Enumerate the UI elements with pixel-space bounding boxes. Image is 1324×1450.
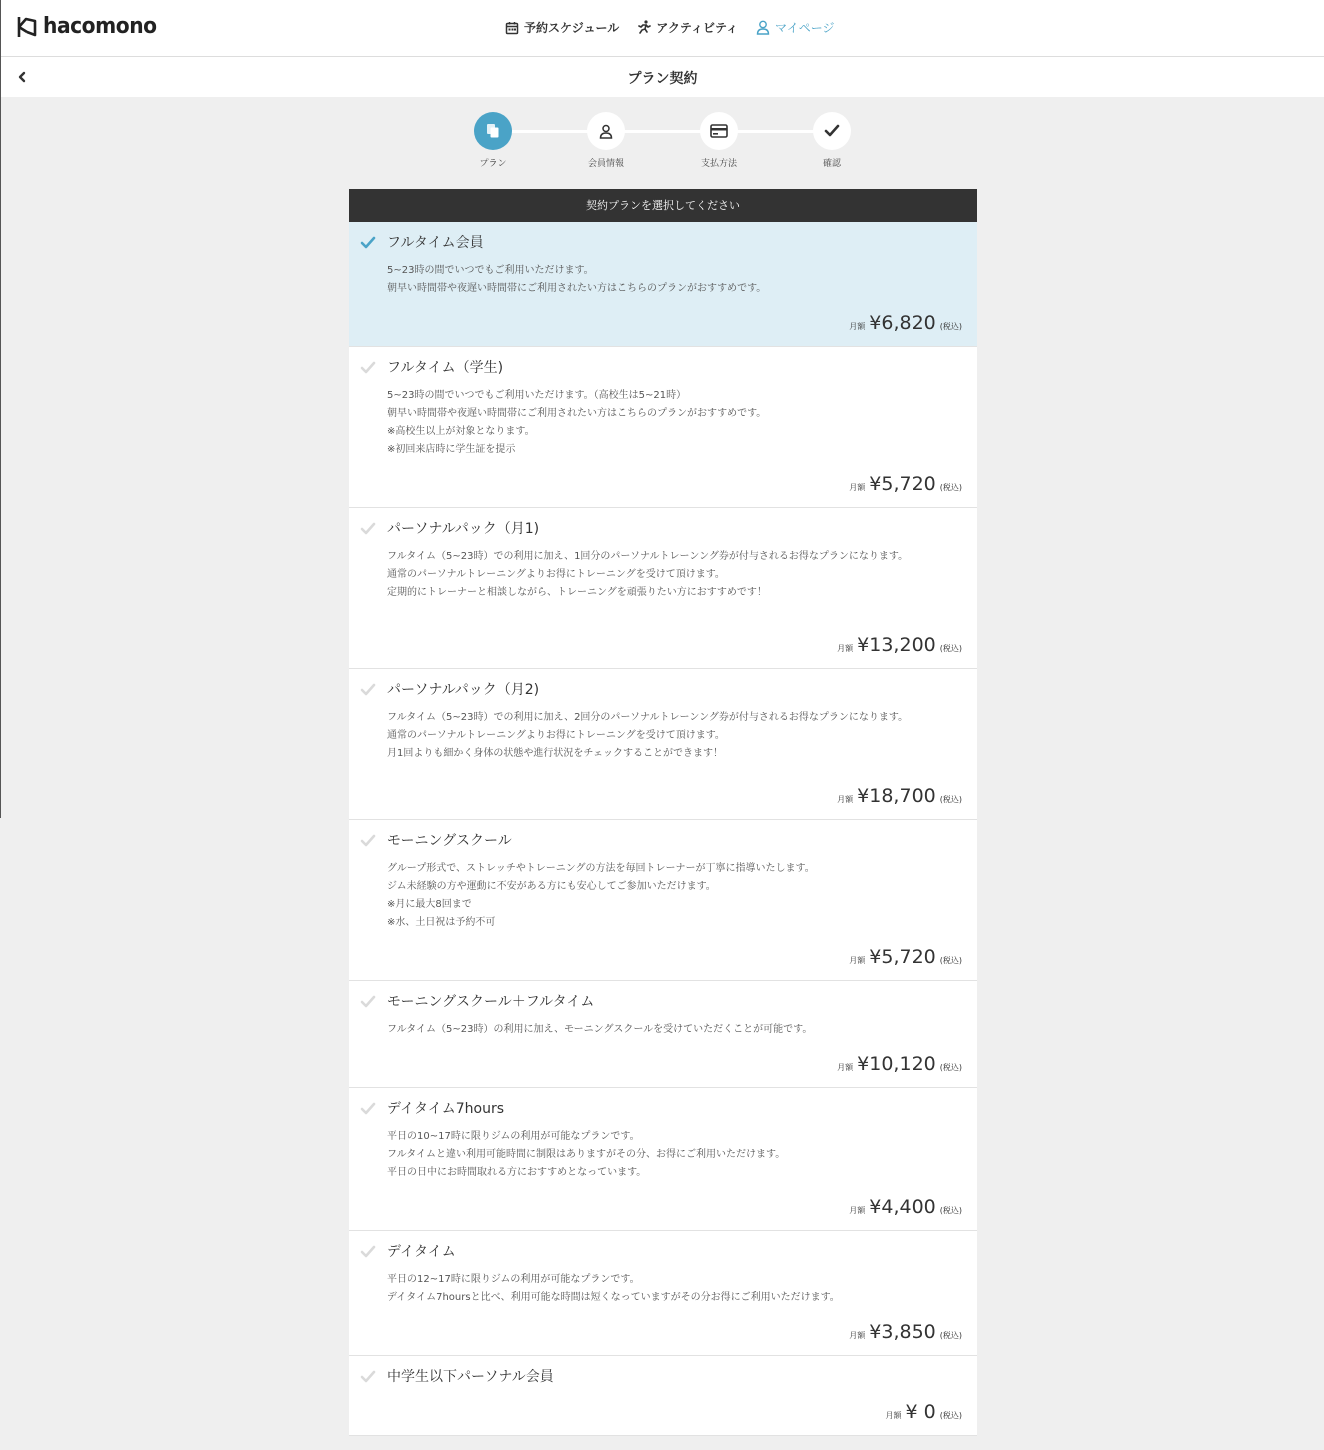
user-icon [599, 124, 613, 139]
check-icon [360, 682, 376, 696]
check-icon [360, 235, 376, 249]
nav-label: マイページ [775, 21, 835, 35]
main-nav [505, 19, 835, 36]
logo[interactable] [16, 14, 166, 39]
price-amount: ¥3,850 [869, 1321, 936, 1343]
plan-option[interactable] [349, 222, 977, 347]
plan-price [886, 1401, 962, 1423]
plan-description-line: ※初回来店時に学生証を提示 [387, 444, 516, 455]
price-tax-label: (税込) [939, 322, 962, 331]
step-circle [813, 112, 851, 150]
plan-description [387, 262, 955, 298]
check-icon [360, 521, 376, 535]
plan-option[interactable] [349, 1231, 977, 1356]
price-amount: ¥10,120 [857, 1053, 936, 1075]
plan-description-line: 朝早い時間帯や夜遅い時間帯にご利用されたい方はこちらのプランがおすすめです。 [387, 408, 767, 419]
step-circle [474, 112, 512, 150]
plan-description [387, 709, 955, 763]
plan-description [387, 1271, 955, 1307]
price-amount: ¥ 0 [905, 1401, 936, 1423]
step-circle [587, 112, 625, 150]
plan-name: パーソナルパック（月1) [387, 521, 540, 537]
plan-description [387, 1021, 955, 1039]
price-amount: ¥13,200 [857, 634, 936, 656]
price-tax-label: (税込) [939, 956, 962, 965]
price-amount: ¥5,720 [869, 473, 936, 495]
credit-card-icon [710, 124, 728, 138]
plan-description [387, 387, 955, 459]
plan-name: デイタイム [387, 1244, 456, 1260]
plan-name: 中学生以下パーソナル会員 [387, 1369, 554, 1385]
price-period-label: 月額 [837, 1063, 854, 1072]
plan-description-line: 5~23時の間でいつでもご利用いただけます。 [387, 265, 594, 276]
price-period-label: 月額 [849, 483, 866, 492]
plan-name: パーソナルパック（月2) [387, 682, 540, 698]
nav-activity[interactable] [637, 19, 738, 36]
plan-price [849, 946, 962, 968]
check-icon [360, 833, 376, 847]
plan-description [387, 860, 955, 932]
check-icon [360, 994, 376, 1008]
top-header [1, 0, 1324, 57]
step-label: 確認 [822, 159, 841, 169]
step-label: 支払方法 [700, 159, 737, 169]
plan-description-line: 平日の10~17時に限りジムの利用が可能なプランです。 [387, 1131, 640, 1142]
window-edge [0, 0, 1, 818]
step-label: 会員情報 [587, 159, 624, 169]
nav-reservation-schedule[interactable] [505, 19, 619, 36]
plan-description-line: フルタイム（5~23時）での利用に加え、1回分のパーソナルトレーンング券が付与されるお得なプランになります。 [387, 551, 909, 562]
calendar-icon [505, 21, 519, 35]
plan-name: モーニングスクール [387, 833, 512, 849]
plan-description-line: 通常のパーソナルトレーニングよりお得にトレーニングを受けて頂けます。 [387, 569, 725, 580]
plan-description-line: 通常のパーソナルトレーニングよりお得にトレーニングを受けて頂けます。 [387, 730, 725, 741]
check-icon [360, 360, 376, 374]
nav-mypage[interactable] [756, 19, 835, 36]
plan-name: フルタイム会員 [387, 235, 484, 251]
price-amount: ¥5,720 [869, 946, 936, 968]
plan-list-header: 契約プランを選択してください [349, 189, 977, 222]
price-amount: ¥6,820 [869, 312, 936, 334]
plan-name: モーニングスクール＋フルタイム [387, 994, 595, 1010]
plan-description-line: フルタイム（5~23時）の利用に加え、モーニングスクールを受けていただくことが可能です。 [387, 1024, 813, 1035]
logo-text: hacomono [43, 14, 157, 39]
hacomono-logo-icon [16, 15, 38, 39]
step-payment [679, 112, 759, 169]
plan-description-line: 平日の日中にお時間取れる方におすすめとなっています。 [387, 1167, 647, 1178]
plan-description-line: 朝早い時間帯や夜遅い時間帯にご利用されたい方はこちらのプランがおすすめです。 [387, 283, 767, 294]
plan-price [837, 634, 962, 656]
step-confirm [792, 112, 872, 169]
step-plan [453, 112, 533, 169]
check-icon [360, 1244, 376, 1258]
price-amount: ¥4,400 [869, 1196, 936, 1218]
price-tax-label: (税込) [939, 644, 962, 653]
plan-price [849, 473, 962, 495]
price-period-label: 月額 [849, 956, 866, 965]
price-tax-label: (税込) [939, 1206, 962, 1215]
page-title: プラン契約 [627, 71, 698, 87]
price-period-label: 月額 [849, 1206, 866, 1215]
plan-name: フルタイム（学生) [387, 360, 504, 376]
sub-header [1, 57, 1324, 97]
checkmark-icon [824, 124, 840, 138]
price-period-label: 月額 [885, 1411, 902, 1420]
plan-description-line: 5~23時の間でいつでもご利用いただけます。（高校生は5~21時） [387, 390, 687, 401]
plan-description-line: フルタイムと違い利用可能時間に制限はありますがその分、お得にご利用いただけます。 [387, 1149, 786, 1160]
plan-price [849, 312, 962, 334]
price-tax-label: (税込) [939, 795, 962, 804]
stepper-line [494, 130, 834, 133]
price-amount: ¥18,700 [857, 785, 936, 807]
plan-price [837, 1053, 962, 1075]
check-icon [360, 1369, 376, 1383]
plan-list [349, 189, 977, 1436]
plans-container [349, 222, 977, 1436]
plan-description-line: ※月に最大8回まで [387, 899, 472, 910]
plan-description-line: フルタイム（5~23時）での利用に加え、2回分のパーソナルトレーンング券が付与されるお得なプランになります。 [387, 712, 909, 723]
plan-description-line: デイタイム7hoursと比べ、利用可能な時間は短くなっていますがその分お得にご利用いただけます。 [387, 1292, 840, 1303]
plan-description-line: 平日の12~17時に限りジムの利用が可能なプランです。 [387, 1274, 640, 1285]
price-period-label: 月額 [837, 644, 854, 653]
plan-description-line: グループ形式で、ストレッチやトレーニングの方法を毎回トレーナーが丁寧に指導いたします。 [387, 863, 815, 874]
step-circle [700, 112, 738, 150]
plan-description [387, 1128, 955, 1182]
plan-option[interactable] [349, 1356, 977, 1436]
plan-description-line: 定期的にトレーナーと相談しながら、トレーニングを頑張りたい方におすすめです！ [387, 587, 767, 598]
plan-description-line: ※高校生以上が対象となります。 [387, 426, 535, 437]
plan-option[interactable] [349, 669, 977, 820]
plan-price [837, 785, 962, 807]
plan-price [849, 1321, 962, 1343]
price-tax-label: (税込) [939, 1331, 962, 1340]
progress-stepper [474, 112, 854, 172]
price-tax-label: (税込) [939, 1411, 962, 1420]
plan-description-line: 月1回よりも細かく身体の状態や進行状況をチェックすることができます！ [387, 748, 724, 759]
plan-option[interactable] [349, 508, 977, 669]
plan-description [387, 548, 955, 602]
plan-option[interactable] [349, 981, 977, 1088]
plan-option[interactable] [349, 1088, 977, 1231]
price-period-label: 月額 [837, 795, 854, 804]
price-period-label: 月額 [849, 322, 866, 331]
nav-label: アクティビティ [656, 21, 739, 35]
plan-option[interactable] [349, 820, 977, 981]
step-member-info [566, 112, 646, 169]
price-tax-label: (税込) [939, 1063, 962, 1072]
price-period-label: 月額 [849, 1331, 866, 1340]
plan-name: デイタイム7hours [387, 1101, 505, 1117]
nav-label: 予約スケジュール [524, 21, 620, 35]
price-tax-label: (税込) [939, 483, 962, 492]
plan-description-line: ジム未経験の方や運動に不安がある方にも安心してご参加いただけます。 [387, 881, 716, 892]
plan-price [849, 1196, 962, 1218]
document-icon [486, 123, 500, 139]
user-icon [756, 20, 770, 35]
check-icon [360, 1101, 376, 1115]
plan-option[interactable] [349, 347, 977, 508]
step-label: プラン [479, 159, 507, 169]
plan-description-line: ※水、土日祝は予約不可 [387, 917, 496, 928]
runner-icon [637, 20, 651, 35]
